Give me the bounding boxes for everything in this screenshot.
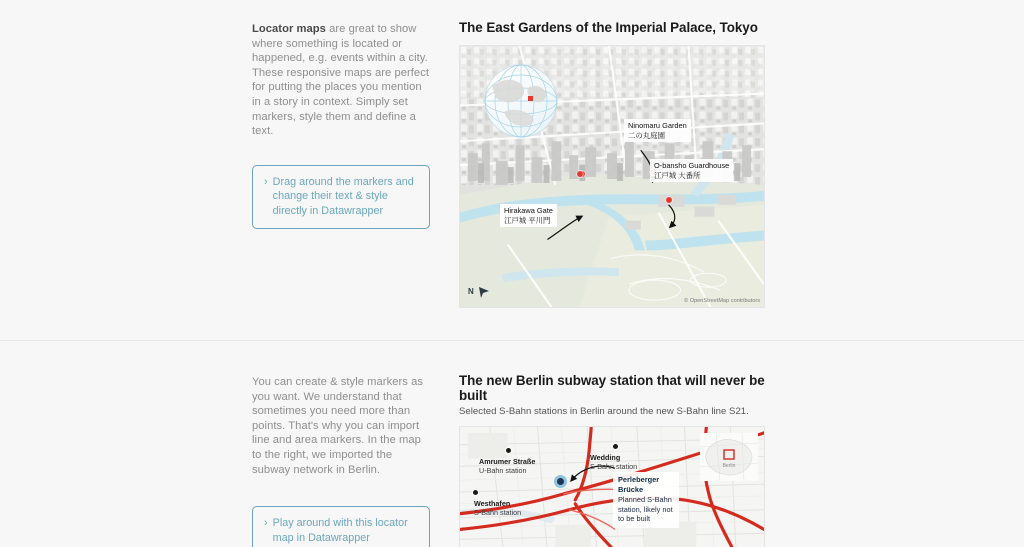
chevron-right-icon: › (264, 517, 268, 530)
station-label-amruner-strasse[interactable] (479, 457, 535, 475)
chevron-right-icon: › (264, 175, 268, 188)
berlin-paragraph: You can create & style markers as you want. We understand that sometimes you need more than points. That's why you can import line and area markers. In the map to the right, we imported the subway network in Berlin. (252, 376, 423, 476)
locator-paragraph (252, 22, 430, 139)
map-annotation-obansho-line2: 江戸城 大番所 (654, 170, 701, 180)
locator-text-column (252, 22, 430, 229)
station-label-westhafen-type: S-Bahn station (474, 508, 522, 517)
station-label-wedding-type: S-Bahn station (590, 462, 638, 471)
map-marker-hirakawa-helper (577, 171, 583, 177)
north-arrow-label: N (468, 287, 474, 296)
station-label-amruner-strasse-type: U-Bahn station (479, 466, 527, 475)
map-annotation-ninomaru-line2: 二の丸庭園 (628, 130, 665, 140)
station-label-westhafen-name: Westhafen (474, 499, 511, 508)
locator-paragraph-lead: Locator maps (252, 23, 326, 35)
station-label-westhafen[interactable] (474, 499, 521, 517)
map-annotation-obansho[interactable] (650, 159, 733, 182)
station-marker-amruner-strasse[interactable] (505, 447, 512, 454)
berlin-map-title: The new Berlin subway station that will never be built (459, 373, 765, 403)
station-marker-westhafen[interactable] (472, 489, 479, 496)
station-marker-wedding[interactable] (612, 443, 619, 450)
tokyo-locator-map[interactable] (459, 45, 765, 308)
berlin-map-column (459, 373, 767, 547)
berlin-locator-map[interactable] (459, 426, 765, 547)
locator-paragraph-rest: are great to show where something is located or happened, e.g. events within a city. These responsive maps are perfect for putting the places you mention in a story in context. Simply set markers, style them and define a text. (252, 23, 430, 138)
berlin-map-subtitle: Selected S-Bahn stations in Berlin around the new S-Bahn line S21. (459, 406, 749, 417)
station-label-wedding-name: Wedding (590, 453, 621, 462)
station-callout-name-line2: Brücke (618, 484, 644, 494)
station-marker-perleberger-bruecke[interactable] (554, 475, 567, 488)
map-annotation-ninomaru-line1: Ninomaru Garden (628, 121, 687, 130)
station-label-wedding[interactable] (590, 453, 637, 471)
station-callout-description: Planned S-Bahn station, likely not to be built (618, 495, 673, 524)
locator-callout-link[interactable] (252, 165, 430, 230)
tokyo-map-column (459, 20, 767, 308)
map-annotation-ninomaru[interactable] (624, 119, 691, 142)
svg-text:Berlin: Berlin (722, 463, 736, 469)
north-arrow-icon (477, 285, 491, 299)
map-annotation-hirakawa-line1: Hirakawa Gate (504, 206, 553, 215)
station-callout-perleberger-bruecke[interactable] (613, 472, 679, 528)
map-annotation-hirakawa-line2: 江戸城 平川門 (504, 215, 551, 225)
station-callout-name-line1: Perleberger (618, 475, 660, 484)
berlin-text-column (252, 375, 430, 547)
section-berlin-subway (0, 341, 1024, 547)
locator-callout-text: Drag around the markers and change their text & style directly in Datawrapper (272, 175, 414, 217)
tokyo-map-title: The East Gardens of the Imperial Palace, Tokyo (459, 20, 758, 35)
berlin-callout-text: Play around with this locator map in Datawrapper (272, 517, 408, 544)
station-label-amruner-strasse-name: Amrumer Straße (479, 457, 536, 466)
map-annotation-obansho-line1: O-bansho Guardhouse (654, 161, 730, 170)
map-attribution: © OpenStreetMap contributors (684, 298, 760, 304)
map-annotation-hirakawa[interactable] (500, 204, 557, 227)
map-marker-obansho[interactable] (666, 197, 672, 203)
berlin-callout-link[interactable] (252, 506, 430, 547)
